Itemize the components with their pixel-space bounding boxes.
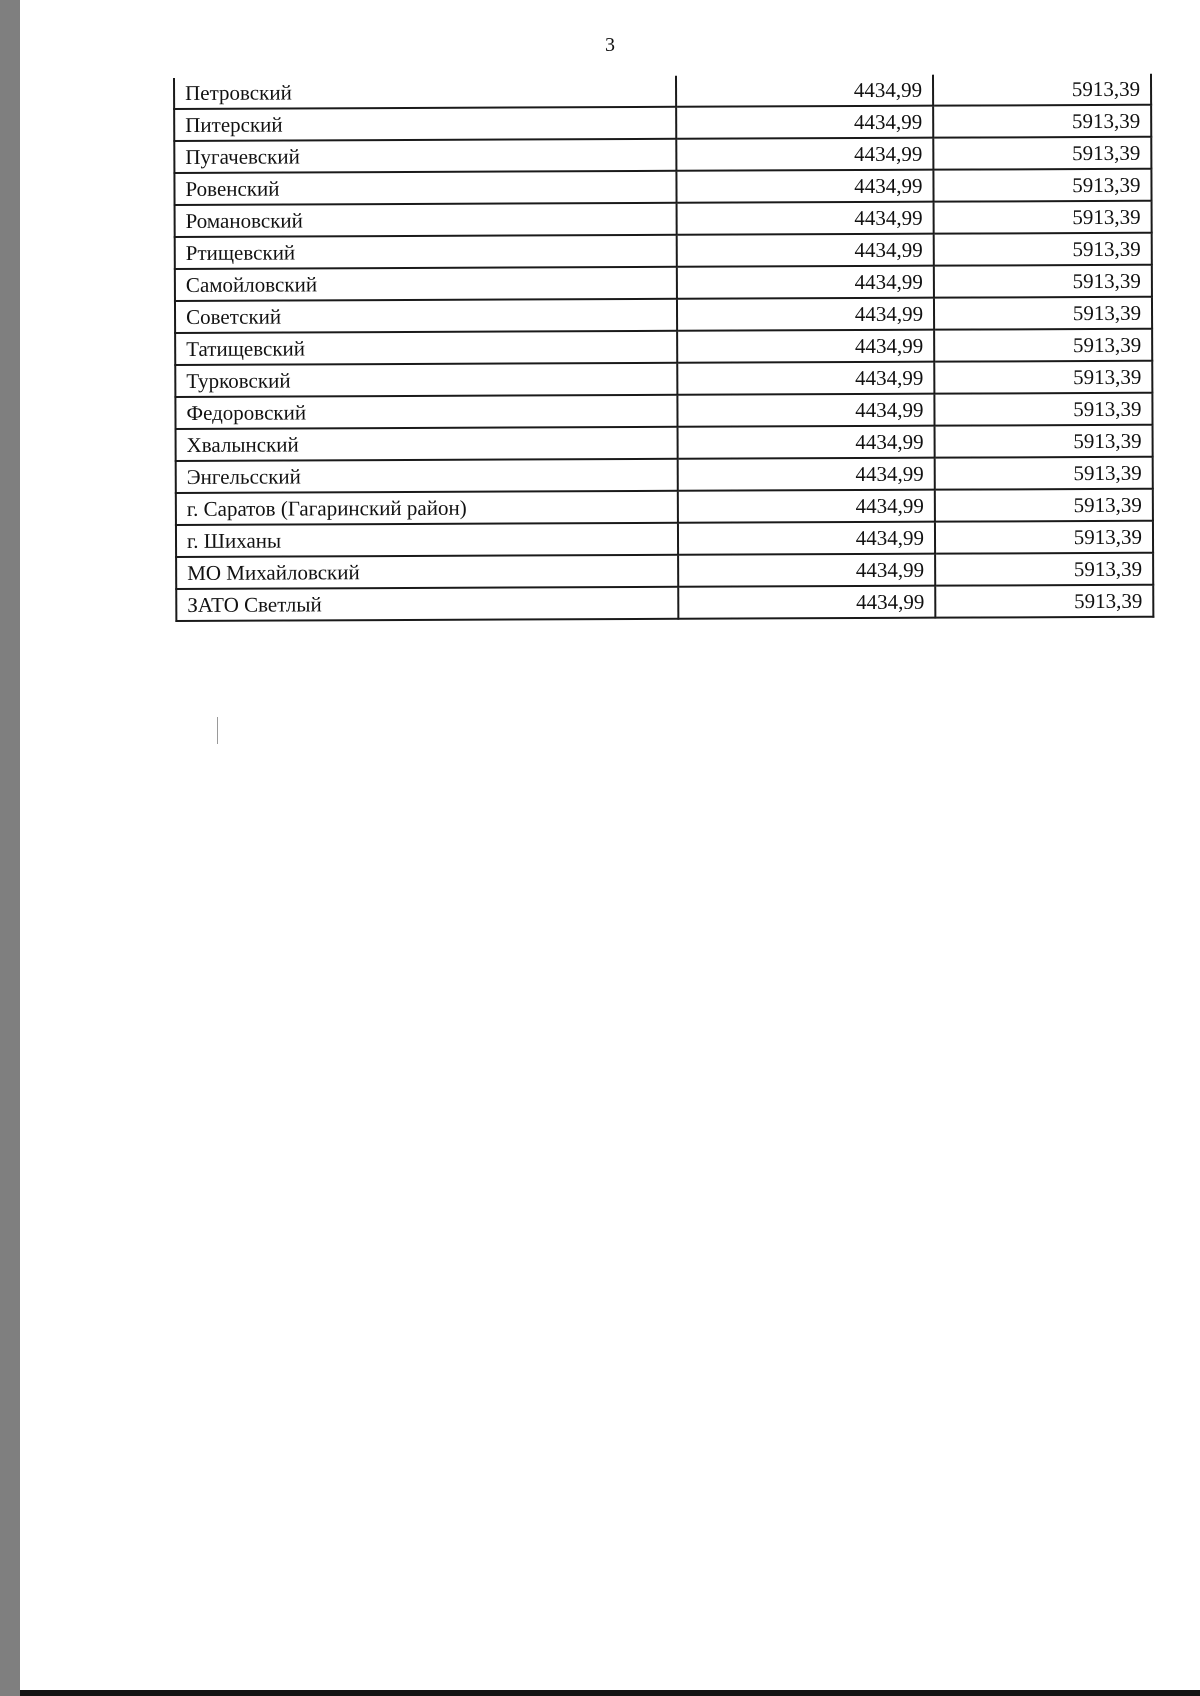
value1-cell: 4434,99 xyxy=(677,202,934,235)
district-name-cell: Федоровский xyxy=(175,395,677,429)
table-row xyxy=(176,489,1153,525)
value2-cell: 5913,39 xyxy=(934,361,1152,394)
page-number: 3 xyxy=(605,34,615,56)
value2-cell: 5913,39 xyxy=(935,585,1153,618)
value2-cell: 5913,39 xyxy=(933,137,1151,170)
value1-cell: 4434,99 xyxy=(677,266,934,299)
table-row xyxy=(175,201,1152,237)
value2-cell: 5913,39 xyxy=(935,457,1153,490)
value2-cell: 5913,39 xyxy=(934,329,1152,362)
district-name-cell: Ртищевский xyxy=(175,235,677,269)
value2-cell: 5913,39 xyxy=(934,265,1152,298)
district-name-cell: МО Михайловский xyxy=(176,555,678,589)
district-name-cell: Советский xyxy=(175,299,677,333)
table-row xyxy=(176,521,1153,557)
district-name-cell: Питерский xyxy=(174,107,676,141)
value1-cell: 4434,99 xyxy=(678,554,935,587)
value1-cell: 4434,99 xyxy=(676,170,933,203)
value2-cell: 5913,39 xyxy=(933,105,1151,138)
district-name-cell: Турковский xyxy=(175,363,677,397)
district-name-cell: Хвалынский xyxy=(176,427,678,461)
district-name-cell: Энгельсский xyxy=(176,459,678,493)
value1-cell: 4434,99 xyxy=(678,586,935,619)
value1-cell: 4434,99 xyxy=(677,330,934,363)
value1-cell: 4434,99 xyxy=(676,106,933,139)
district-name-cell: ЗАТО Светлый xyxy=(176,587,678,621)
district-name-cell: Самойловский xyxy=(175,267,677,301)
table-row xyxy=(176,457,1153,493)
value1-cell: 4434,99 xyxy=(677,298,934,331)
value1-cell: 4434,99 xyxy=(677,362,934,395)
table-body xyxy=(174,74,1153,621)
table-row xyxy=(175,393,1152,429)
district-name-cell: Петровский xyxy=(174,76,676,109)
value2-cell: 5913,39 xyxy=(934,233,1152,266)
district-name-cell: Татищевский xyxy=(175,331,677,365)
value2-cell: 5913,39 xyxy=(935,425,1153,458)
value2-cell: 5913,39 xyxy=(935,489,1153,522)
district-name-cell: г. Саратов (Гагаринский район) xyxy=(176,491,678,525)
document-page xyxy=(20,0,1200,1690)
value1-cell: 4434,99 xyxy=(678,426,935,459)
table-row xyxy=(174,169,1151,205)
text-cursor xyxy=(217,717,218,744)
value1-cell: 4434,99 xyxy=(678,522,935,555)
table-row xyxy=(174,137,1151,173)
table-row xyxy=(175,265,1152,301)
table-row xyxy=(174,105,1151,141)
table-row xyxy=(176,425,1153,461)
value2-cell: 5913,39 xyxy=(933,74,1151,106)
district-name-cell: Пугачевский xyxy=(174,139,676,173)
value1-cell: 4434,99 xyxy=(678,458,935,491)
value1-cell: 4434,99 xyxy=(677,234,934,267)
district-name-cell: г. Шиханы xyxy=(176,523,678,557)
value2-cell: 5913,39 xyxy=(933,169,1151,202)
value1-cell: 4434,99 xyxy=(676,75,933,107)
table-row xyxy=(175,297,1152,333)
page-bottom-edge xyxy=(20,1690,1200,1696)
value1-cell: 4434,99 xyxy=(678,490,935,523)
value2-cell: 5913,39 xyxy=(935,521,1153,554)
tariff-table xyxy=(173,74,1154,622)
district-name-cell: Ровенский xyxy=(174,171,676,205)
table-row xyxy=(175,329,1152,365)
value1-cell: 4434,99 xyxy=(677,394,934,427)
table-row xyxy=(175,361,1152,397)
district-name-cell: Романовский xyxy=(175,203,677,237)
table-row xyxy=(174,74,1151,109)
value2-cell: 5913,39 xyxy=(934,393,1152,426)
value2-cell: 5913,39 xyxy=(935,553,1153,586)
table-row xyxy=(176,553,1153,589)
table-row xyxy=(175,233,1152,269)
value2-cell: 5913,39 xyxy=(934,201,1152,234)
value1-cell: 4434,99 xyxy=(676,138,933,171)
table-row xyxy=(176,585,1153,621)
value2-cell: 5913,39 xyxy=(934,297,1152,330)
